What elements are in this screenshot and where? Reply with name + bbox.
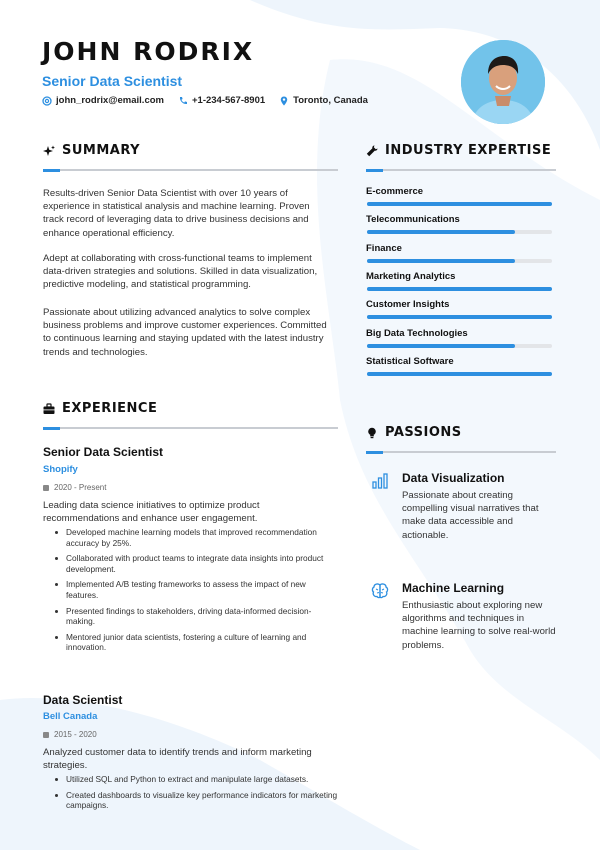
bar-chart-icon [370,471,390,491]
expertise-item [366,186,556,197]
job-1-bullet: Implemented A/B testing frameworks to assess the impact of new features. [55,579,340,600]
expertise-level-fill [367,259,515,263]
expertise-level-bar [367,230,552,234]
summary-paragraph-1: Results-driven Senior Data Scientist with over 10 years of experience in statistical analysis and machine learning. Proven track record of leveraging data to drive business decisions and enhance operational efficiency. [43,188,310,239]
expertise-level-fill [367,315,552,319]
passion-item [370,581,560,651]
passion-description: Passionate about creating compelling visual narratives that make data accessible and actionable. [402,490,539,541]
expertise-label: Marketing Analytics [366,270,456,282]
expertise-label: Big Data Technologies [366,327,468,339]
job-1-description: Leading data science initiatives to optimize product recommendations and enhance user engagement. [43,500,260,524]
expertise-divider [366,169,556,171]
expertise-level-bar [367,259,552,263]
job-title: Senior Data Scientist [42,73,183,89]
expertise-level-fill [367,344,515,348]
expertise-label: Customer Insights [366,299,450,311]
brain-icon [370,581,390,601]
passion-title: Data Visualization [402,471,505,485]
phone-text: +1-234-567-8901 [191,95,266,106]
expertise-level-bar [367,287,552,291]
job-1-bullets [55,527,340,658]
location-text: Toronto, Canada [293,95,368,106]
passions-divider [366,451,556,453]
location-contact [279,95,368,106]
passion-title: Machine Learning [402,581,505,595]
expertise-level-bar [367,372,552,376]
passions-heading-text: PASSIONS [385,425,462,440]
job-1-bullet: Developed machine learning models that improved recommendation accuracy by 25%. [55,527,340,548]
expertise-label: Telecommunications [366,214,460,226]
email-contact[interactable] [42,95,164,106]
job-1-dates-text: 2020 - Present [54,483,107,492]
candidate-name: JOHN RODRIX [42,37,255,66]
summary-heading-text: SUMMARY [62,143,141,158]
passion-description: Enthusiastic about exploring new algorithms and techniques in machine learning to solve real-world problems. [402,600,556,651]
job-1-dates [43,483,106,492]
job-1-bullet: Mentored junior data scientists, fostering a culture of learning and innovation. [55,632,340,653]
expertise-level-fill [367,287,552,291]
job-2-title: Data Scientist [43,693,123,707]
expertise-item [366,214,556,225]
job-2-bullet: Utilized SQL and Python to extract and manipulate large datasets. [55,774,340,785]
job-2-dates-text: 2015 - 2020 [54,730,97,739]
location-pin-icon [279,96,289,106]
summary-paragraph-3: Passionate about utilizing advanced analytics to solve complex business problems and improve customer experiences. Committed to continuous learning and staying updated with the latest industry trends and technologies. [43,307,327,358]
job-1-company: Shopify [43,464,78,475]
job-2-description: Analyzed customer data to identify trends and inform marketing strategies. [43,747,312,771]
expertise-heading [366,143,551,158]
lightbulb-icon [366,427,378,439]
expertise-item [366,356,556,367]
expertise-item [366,271,556,282]
experience-divider [43,427,338,429]
calendar-icon [43,732,49,738]
job-1-bullet: Presented findings to stakeholders, driving data-informed decision-making. [55,606,340,627]
expertise-level-fill [367,230,515,234]
job-2-bullet: Created dashboards to visualize key performance indicators for marketing campaigns. [55,790,340,811]
at-icon [42,96,52,106]
contact-info [42,95,368,106]
email-text: john_rodrix@email.com [56,95,164,106]
job-2-dates [43,730,97,739]
expertise-item [366,328,556,339]
passions-heading [366,425,462,440]
profile-photo [461,40,545,124]
job-2-bullets [55,774,340,816]
expertise-level-bar [367,202,552,206]
expertise-level-fill [367,202,552,206]
experience-heading-text: EXPERIENCE [62,401,158,416]
expertise-label: E-commerce [366,186,424,197]
expertise-label: Finance [366,242,402,254]
briefcase-icon [43,403,55,415]
expertise-level-bar [367,315,552,319]
job-1-title: Senior Data Scientist [43,445,164,459]
expertise-heading-text: INDUSTRY EXPERTISE [385,143,552,158]
job-1-bullet: Collaborated with product teams to integrate data insights into product development. [55,553,340,574]
expertise-level-fill [367,372,552,376]
passion-item [370,471,560,541]
wrench-icon [366,145,378,157]
phone-contact[interactable] [178,95,265,106]
summary-heading [43,143,140,158]
job-2-company: Bell Canada [43,711,98,722]
expertise-label: Statistical Software [366,355,454,367]
sparkle-icon [43,145,55,157]
experience-heading [43,401,157,416]
expertise-item [366,299,556,310]
expertise-item [366,243,556,254]
expertise-level-bar [367,344,552,348]
calendar-icon [43,485,49,491]
phone-icon [178,96,188,106]
summary-divider [43,169,338,171]
summary-paragraph-2: Adept at collaborating with cross-functional teams to implement data-driven strategies and solutions. Skilled in data visualization, predictive modeling, and statistical programming. [43,253,318,291]
